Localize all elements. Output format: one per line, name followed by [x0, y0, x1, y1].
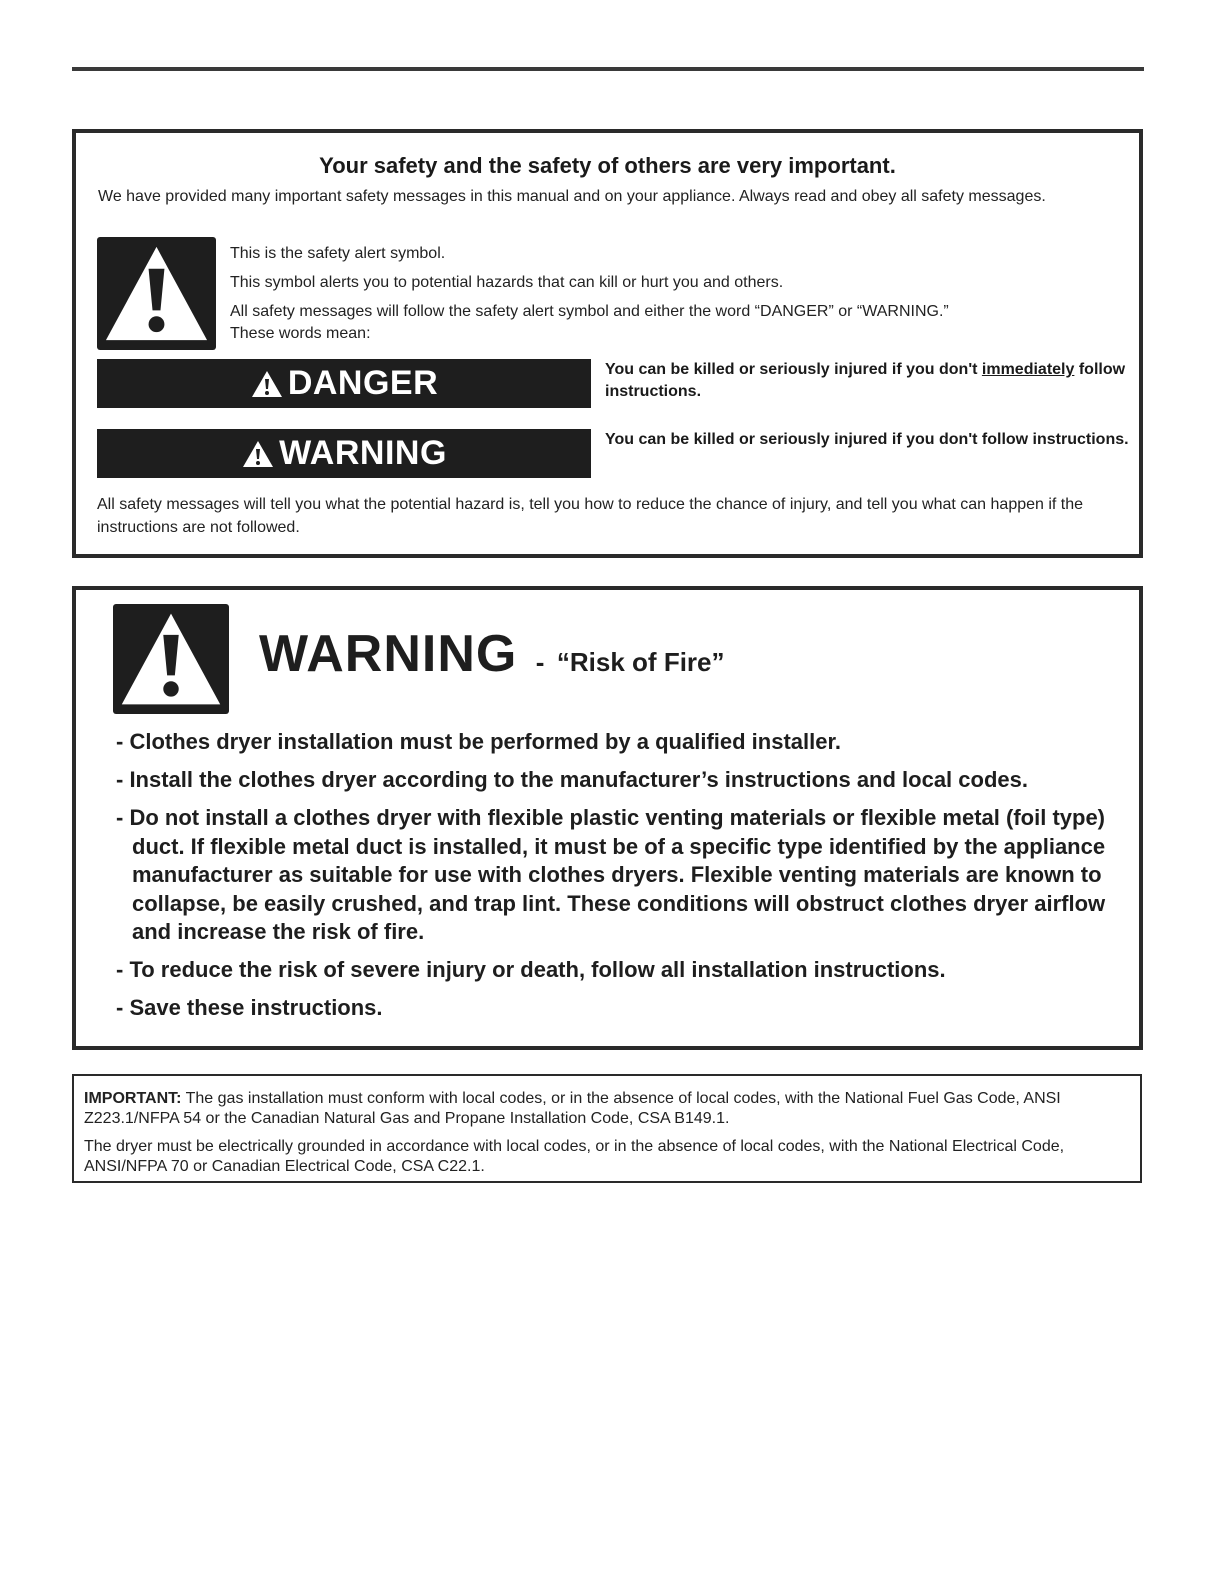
- list-item: - Do not install a clothes dryer with flexible plastic venting materials or flexible metal (foil type) duct. If flexible metal duct is installed, it must be of a specific type identified by the appliance manufacturer as suitable for use with clothes dryers. Flexible venting materials are known to collapse, be easily crushed, and trap lint. These conditions will obstruct clothes dryer airflow and increase the risk of fire.: [116, 805, 1106, 944]
- warning-word: WARNING: [259, 625, 518, 683]
- safety-alert-icon: [113, 604, 229, 714]
- list-item: - Save these instructions.: [116, 995, 383, 1020]
- important-electrical-text: The dryer must be electrically grounded in accordance with local codes, or in the absence of local codes, with the National Electrical Code, ANSI/NFPA 70 or Canadian Electrical Code, CSA C22.1.: [84, 1138, 1065, 1175]
- danger-label: DANGER: [287, 364, 439, 402]
- symbol-line-3: All safety messages will follow the safety alert symbol and either the word “DANGER” or “WARNING.”: [230, 303, 949, 320]
- safety-info-box: [72, 129, 1143, 558]
- fire-warning-title: [259, 624, 725, 684]
- safety-footer: All safety messages will tell you what the potential hazard is, tell you how to reduce the chance of injury, and tell you what can happen if the instructions are not followed.: [97, 496, 1084, 536]
- fire-warning-box: [72, 586, 1143, 1050]
- danger-meaning: You can be killed or seriously injured if you don't immediately follow instructions.: [605, 361, 1126, 400]
- important-box: [72, 1074, 1142, 1183]
- symbol-line-1: This is the safety alert symbol.: [230, 245, 446, 262]
- list-item: - To reduce the risk of severe injury or death, follow all installation instructions.: [116, 957, 946, 982]
- small-alert-triangle-icon: [241, 439, 275, 469]
- warning-signal-bar: [97, 429, 591, 478]
- list-item: - Install the clothes dryer according to the manufacturer’s instructions and local codes.: [116, 767, 1028, 792]
- symbol-line-4: These words mean:: [230, 325, 371, 342]
- safety-intro: We have provided many important safety messages in this manual and on your appliance. Always read and obey all safety messages.: [98, 188, 1046, 205]
- risk-of-fire-subtitle: “Risk of Fire”: [556, 647, 725, 677]
- warning-label: WARNING: [279, 434, 447, 472]
- important-label: IMPORTANT:: [84, 1090, 182, 1107]
- important-gas-text: IMPORTANT: The gas installation must conform with local codes, or in the absence of local codes, with the National Fuel Gas Code, ANSI Z223.1/NFPA 54 or the Canadian Natural Gas and Propane Installation Code, CSA B149.1.: [84, 1090, 1061, 1127]
- fire-warning-list: [116, 728, 1126, 1032]
- warning-meaning: You can be killed or seriously injured if you don't follow instructions.: [605, 431, 1129, 448]
- safety-alert-icon: [97, 237, 216, 350]
- small-alert-triangle-icon: [250, 369, 284, 399]
- danger-signal-bar: [97, 359, 591, 408]
- list-item: - Clothes dryer installation must be performed by a qualified installer.: [116, 729, 841, 754]
- symbol-line-2: This symbol alerts you to potential hazards that can kill or hurt you and others.: [230, 274, 784, 291]
- safety-heading: Your safety and the safety of others are very important.: [319, 153, 896, 178]
- top-rule: [72, 67, 1144, 71]
- title-separator: -: [535, 647, 545, 677]
